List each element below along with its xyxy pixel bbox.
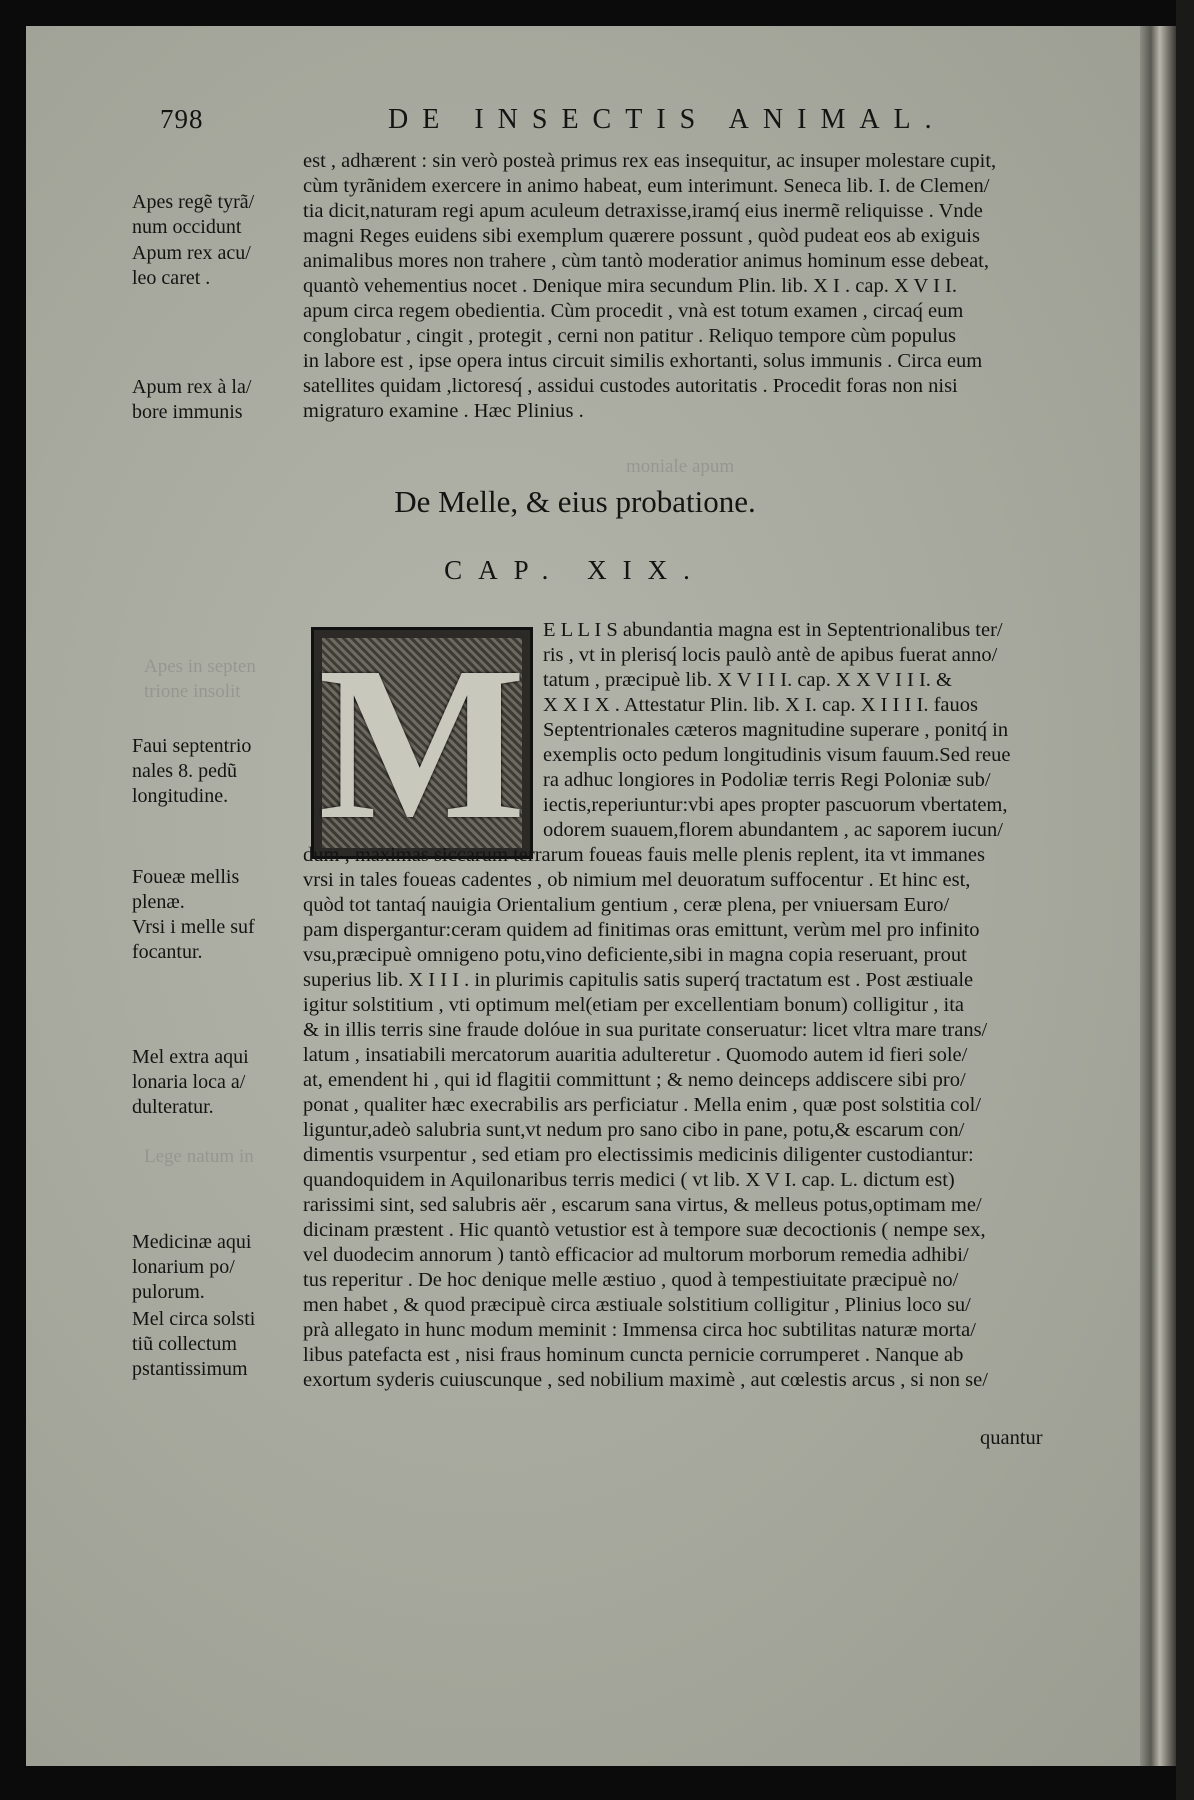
margin-note-line: lonaria loca a/	[132, 1071, 246, 1093]
margin-note-line: nales 8. pedũ	[132, 760, 237, 782]
text-line: quandoquidem in Aquilonaribus terris medici ( vt lib. X V I. cap. L. dictum est)	[303, 1169, 955, 1191]
margin-note-line: plenæ.	[132, 891, 185, 913]
text-line: pam dispergantur:ceram quidem ad finitimas oras emittunt, verùm mel pro infinito	[303, 919, 980, 941]
chapter-title: De Melle, & eius probatione.	[394, 484, 756, 519]
margin-note-line: longitudine.	[132, 785, 229, 807]
initial-letter: M	[318, 621, 526, 865]
text-line: cùm tyrãnidem exercere in animo habeat, eum interimunt. Seneca lib. I. de Clemen/	[303, 175, 990, 197]
text-line: tatum , præcipuè lib. X V I I I. cap. X X V I I I. &	[543, 669, 952, 691]
text-line: migraturo examine . Hæc Plinius .	[303, 400, 584, 422]
text-line: exortum syderis cuiuscunque , sed nobilium maximè , aut cœlestis arcus , si non se/	[303, 1369, 988, 1391]
margin-note-line: focantur.	[132, 941, 203, 963]
text-line: at, emendent hi , qui id flagitii committunt ; & nemo deinceps addiscere sibi pro/	[303, 1069, 966, 1091]
text-line: X X I X . Attestatur Plin. lib. X I. cap. X I I I I. fauos	[543, 694, 978, 716]
margin-note	[132, 865, 302, 915]
margin-note-line: Foueæ mellis	[132, 866, 240, 888]
body-text-chapter	[303, 618, 1109, 1393]
chapter-number: CAP. XIX.	[444, 555, 706, 585]
text-line: animalibus mores non trahere , cùm tantò moderatior animus hominum esse debeat,	[303, 250, 989, 272]
text-line: odorem suauem,florem abundantem , ac saporem iucun/	[543, 819, 1003, 841]
body-text-top	[303, 149, 1109, 424]
show-through-text: moniale apum	[626, 456, 735, 477]
margin-note-line: Apes regẽ tyrã/	[132, 191, 255, 213]
margin-note-line: Mel circa solsti	[132, 1308, 256, 1330]
show-through-text: Apes in septen	[144, 656, 256, 677]
text-line: magni Reges euidens sibi exemplum quærere possunt , quòd pudeat eos ab exiguis	[303, 225, 980, 247]
margin-note	[132, 190, 302, 240]
show-through-text: Lege natum in	[144, 1146, 254, 1167]
text-line: dimentis vsurpentur , sed etiam pro electissimis medicinis diligenter custodiantur:	[303, 1144, 974, 1166]
text-line: igitur solstitium , vti optimum mel(etiam per excellentiam bonum) colligitur , ita	[303, 994, 965, 1016]
text-line: liguntur,adeò salubria sunt,vt nedum pro sano cibo in pane, potu,& escarum con/	[303, 1119, 965, 1141]
margin-note-line: Mel extra aqui	[132, 1046, 249, 1068]
text-line: libus patefacta est , nisi fraus hominum cuncta pernicie corrumperet . Nanque ab	[303, 1344, 964, 1366]
text-line: ra adhuc longiores in Podoliæ terris Regi Poloniæ sub/	[543, 769, 991, 791]
text-line: vrsi in tales foueas cadentes , ob nimium mel deuoratum suffocentur . Et hinc est,	[303, 869, 971, 891]
text-line: dicinam præstent . Hic quantò vetustior est à tempore suæ decoctionis ( nempe sex,	[303, 1219, 986, 1241]
margin-note	[132, 915, 302, 965]
text-line: Septentrionales cæteros magnitudine superare , ponitq́ in	[543, 719, 1009, 741]
margin-note-line: pstantissimum	[132, 1358, 248, 1380]
catchword: quantur	[980, 1427, 1043, 1449]
text-line: prà allegato in hunc modum meminit : Immensa circa hoc subtilitas naturæ morta/	[303, 1319, 976, 1341]
margin-note	[132, 1230, 302, 1305]
margin-note-line: pulorum.	[132, 1281, 205, 1303]
show-through-text: trione insolit	[144, 681, 241, 702]
margin-note	[132, 1045, 302, 1120]
margin-note-line: leo caret .	[132, 267, 211, 289]
text-line: vsu,præcipuè omnigeno potu,vino deficiente,sibi in magna copia reseruant, prout	[303, 944, 967, 966]
text-line: ponat , qualiter hæc execrabilis ars perficiatur . Mella enim , quæ post solstitia col/	[303, 1094, 982, 1116]
margin-note	[132, 734, 302, 809]
running-head	[160, 104, 1060, 144]
margin-note-line: Apum rex acu/	[132, 242, 251, 264]
text-line: tia dicit,naturam regi apum aculeum detraxisse,iramq́ eius inermẽ reliquisse . Vnde	[303, 200, 983, 222]
margin-note	[132, 241, 302, 291]
text-line: in labore est , ipse opera intus circuit similis exhortanti, solus immunis . Circa eum	[303, 350, 983, 372]
text-line: quòd tot tantaq́ nauigia Orientalium gentium , ceræ plena, per vniuersam Euro/	[303, 894, 950, 916]
text-line: men habet , & quod præcipuè circa æstiuale solstitium colligitur , Plinius loco su/	[303, 1294, 971, 1316]
text-line: conglobatur , cingit , protegit , cerni non patitur . Reliquo tempore cùm populus	[303, 325, 957, 347]
text-line: exemplis octo pedum longitudinis visum fauum.Sed reue	[543, 744, 1011, 766]
margin-note	[132, 375, 302, 425]
text-line: apum circa regem obedientia. Cùm procedit , vnà est totum examen , circaq́ eum	[303, 300, 964, 322]
margin-note-line: num occidunt	[132, 216, 242, 238]
text-line: ris , vt in plerisq́ locis paulò antè de apibus fuerat anno/	[543, 644, 998, 666]
page-gutter	[1140, 26, 1176, 1766]
margin-note-line: Apum rex à la/	[132, 376, 252, 398]
scan-edge	[1176, 0, 1194, 1800]
text-line: tus reperitur . De hoc denique melle æstiuo , quod à tempestiuitate præcipuè no/	[303, 1269, 959, 1291]
text-line: latum , insatiabili mercatorum auaritia adulteretur . Quomodo autem id fieri sole/	[303, 1044, 968, 1066]
text-line: est , adhærent : sin verò posteà primus rex eas insequitur, ac insuper molestare cupit,	[303, 150, 997, 172]
margin-note-line: bore immunis	[132, 401, 243, 423]
margin-note-line: lonarium po/	[132, 1256, 235, 1278]
margin-note	[132, 1307, 302, 1382]
text-line: rarissimi sint, sed salubris aër , escarum sana virtus, & melleus potus,optimam me/	[303, 1194, 982, 1216]
margin-note-line: Medicinæ aqui	[132, 1231, 252, 1253]
text-line: superius lib. X I I I . in plurimis capitulis satis superq́ tractatum est . Post æstiuale	[303, 969, 974, 991]
text-line: vel duodecim annorum ) tantò efficacior ad multorum morborum remedia adhibi/	[303, 1244, 969, 1266]
text-line: E L L I S abundantia magna est in Septentrionalibus ter/	[543, 619, 1003, 641]
margin-note-line: tiũ collectum	[132, 1333, 237, 1355]
margin-note-line: dulteratur.	[132, 1096, 214, 1118]
margin-note-line: Faui septentrio	[132, 735, 252, 757]
text-line: iectis,reperiuntur:vbi apes propter pascuorum vbertatem,	[543, 794, 1008, 816]
page-number: 798	[160, 104, 204, 134]
text-line: satellites quidam ,lictoresq́ , assidui custodes autoritatis . Procedit foras non nisi	[303, 375, 958, 397]
text-line: & in illis terris sine fraude dolóue in sua puritate conseruatur: licet vltra mare trans/	[303, 1019, 988, 1041]
margin-note-line: Vrsi i melle suf	[132, 916, 255, 938]
text-line: quantò vehementius nocet . Denique mira secundum Plin. lib. X I . cap. X V I I.	[303, 275, 957, 297]
text-line: dum , maximas siccarum terrarum foueas fauis melle plenis replent, ita vt immanes	[303, 844, 985, 866]
running-title: DE INSECTIS ANIMAL.	[388, 104, 946, 135]
